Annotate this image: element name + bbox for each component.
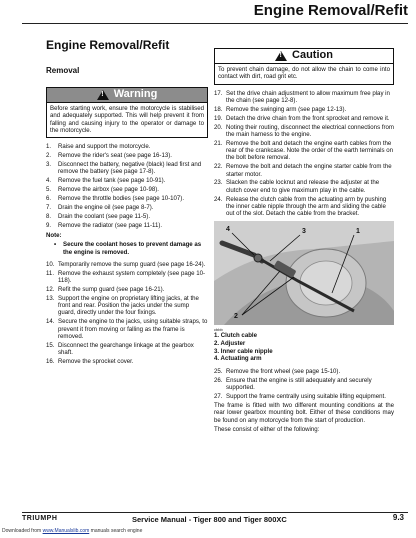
legend-item: 1. Clutch cable xyxy=(214,332,258,339)
triumph-logo: TRIUMPH xyxy=(22,515,58,522)
step-item: 3. Disconnect the battery, negative (black) lead first and remove the battery (see page 17-8). xyxy=(46,160,202,176)
warning-triangle-icon xyxy=(97,90,109,100)
page-header-title: Engine Removal/Refit xyxy=(253,2,408,19)
legend-item: 2. Adjuster xyxy=(214,339,246,347)
note-item xyxy=(46,241,208,256)
step-item: 17. Set the drive chain adjustment to allow maximum free play in the chain (see page 12-8). xyxy=(214,89,390,104)
note-label: Note: xyxy=(46,231,62,239)
steps-list-2 xyxy=(46,261,208,365)
callout-label: 1 xyxy=(356,227,360,235)
header-divider xyxy=(22,23,408,24)
step-item: 11. Remove the exhaust system completely (see page 10-118). xyxy=(46,269,205,284)
clutch-cable-figure xyxy=(214,221,394,325)
section-title: Engine Removal/Refit xyxy=(46,38,170,52)
step-item: 23. Slacken the cable locknut and release the adjuster at the clutch cover end to give maximum play in the cable. xyxy=(214,179,380,194)
step-item: 5. Remove the airbox (see page 10-98). xyxy=(46,186,159,194)
warning-banner xyxy=(46,87,208,103)
legend-item: 3. Inner cable nipple xyxy=(214,347,273,355)
download-prefix: Downloaded from xyxy=(2,528,42,534)
step-item: 14. Secure the engine to the jacks, using suitable straps, to prevent it from moving or falling as the frame is removed. xyxy=(46,318,208,340)
step-item: 18. Remove the swinging arm (see page 12-13). xyxy=(214,105,347,113)
step-item: 19. Detach the drive chain from the front sprocket and remove it. xyxy=(214,114,390,122)
callout-label: 2 xyxy=(234,312,238,320)
step-item: 22. Remove the bolt and detach the engine starter cable from the starter motor. xyxy=(214,163,392,178)
step-item: 7. Drain the engine oil (see page 8-7). xyxy=(46,203,154,211)
steps-list-3 xyxy=(214,90,394,218)
step-item: 20. Noting their routing, disconnect the electrical connections from the main harness to the engine. xyxy=(214,123,395,138)
warning-text: Before starting work, ensure the motorcycle is stabilised and adequately supported. This will help prevent it from falling and causing injury to the operator or damage to the motorcycle. xyxy=(46,103,208,138)
step-item: 9. Remove the radiator (see page 11-11). xyxy=(46,221,163,229)
step-item: 4. Remove the fuel tank (see page 10-91). xyxy=(46,177,166,185)
step-item: 27. Support the frame centrally using suitable lifting equipment. xyxy=(214,392,386,400)
step-item: 21. Remove the bolt and detach the engine earth cables from the rear of the crankcase. Note the order of the earth terminals on the bolt before removal. xyxy=(214,139,393,162)
manualslib-link[interactable]: www.Manualslib.com xyxy=(42,528,90,534)
callout-label: 3 xyxy=(302,227,306,235)
step-item: 15. Disconnect the gearchange linkage at the gearbox shaft. xyxy=(46,341,194,357)
step-item: 24. Release the clutch cable from the actuating arm by pushing the inner cable nipple through the arm and sliding the cable out of the slot. Detach the cable from the bracket. xyxy=(214,195,387,218)
step-item: 26. Ensure that the engine is still adequately and securely supported. xyxy=(214,376,372,391)
closing-paragraph: These consist of either of the following: xyxy=(214,425,320,433)
step-item: 1. Raise and support the motorcycle. xyxy=(46,143,151,151)
note-text: Secure the coolant hoses to prevent damage as the engine is removed. xyxy=(63,241,202,256)
steps-list-4 xyxy=(214,368,394,400)
footer-divider xyxy=(22,512,408,513)
callout-label: 4 xyxy=(226,225,230,233)
caution-label: Caution xyxy=(292,49,333,62)
step-item: 25. Remove the front wheel (see page 15-10). xyxy=(214,367,341,375)
figure-ref: cbbb xyxy=(214,326,223,332)
download-notice xyxy=(2,528,142,534)
step-item: 10. Temporarily remove the sump guard (see page 16-24). xyxy=(46,260,206,268)
caution-triangle-icon xyxy=(275,51,287,61)
closing-paragraph: The frame is fitted with two different mounting conditions at the rear lower gearbox mounting bolt. Either of these conditions may be found on any motorcycle from the start of production. xyxy=(214,402,394,424)
steps-list-1 xyxy=(46,143,208,229)
download-suffix: manuals search engine xyxy=(90,528,143,534)
caution-banner xyxy=(214,48,394,64)
step-item: 6. Remove the throttle bodies (see page 10-107). xyxy=(46,194,185,202)
step-item: 16. Remove the sprocket cover. xyxy=(46,357,134,365)
figure-legend xyxy=(214,327,394,363)
page-number: 9.3 xyxy=(392,513,404,522)
note-bullet: • xyxy=(54,241,57,249)
warning-label: Warning xyxy=(113,88,158,101)
manual-title: Service Manual - Tiger 800 and Tiger 800XC xyxy=(132,515,287,524)
step-item: 13. Support the engine on proprietary lifting jacks, at the front and rear. Position the jacks under the sump guard, directly under the four fixings. xyxy=(46,294,199,317)
clutch-cable-photo-illustration xyxy=(214,221,394,325)
step-item: 8. Drain the coolant (see page 11-5). xyxy=(46,212,151,220)
step-item: 12. Refit the sump guard (see page 16-21). xyxy=(46,285,165,293)
caution-text: To prevent chain damage, do not allow the chain to come into contact with dirt, road grit etc. xyxy=(214,64,394,85)
subsection-title: Removal xyxy=(46,66,80,75)
left-column xyxy=(46,87,208,367)
step-item: 2. Remove the rider's seat (see page 16-13). xyxy=(46,152,172,160)
right-column xyxy=(214,48,394,433)
legend-item: 4. Actuating arm xyxy=(214,355,262,363)
